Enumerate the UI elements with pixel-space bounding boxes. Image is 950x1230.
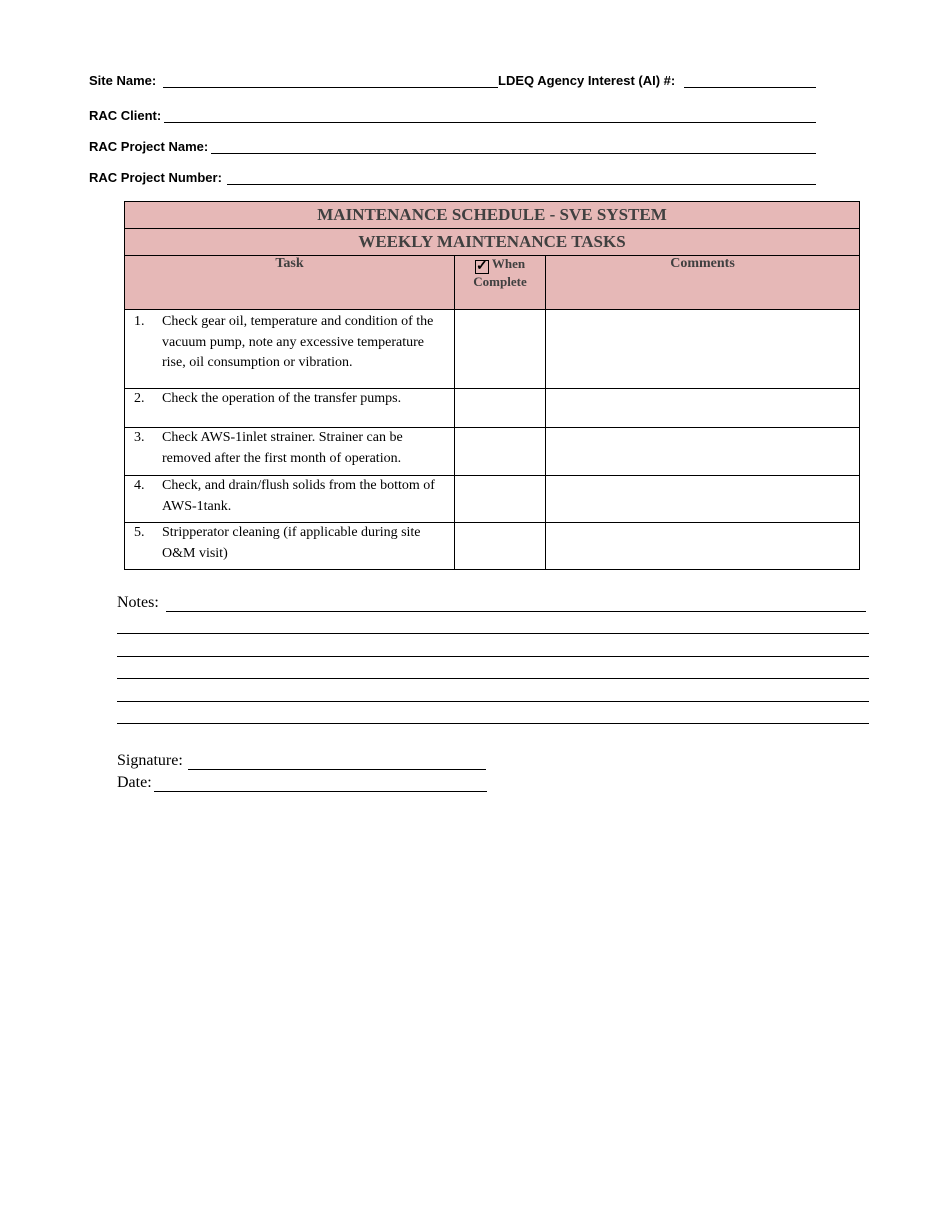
- column-header-when-complete: [455, 256, 546, 310]
- table-row: [125, 389, 860, 428]
- task-text: Check, and drain/flush solids from the bottom of AWS-1tank.: [162, 478, 435, 514]
- when-complete-cell[interactable]: [455, 310, 546, 389]
- column-header-complete-label: Complete: [473, 274, 527, 289]
- date-field[interactable]: [154, 791, 487, 792]
- task-number: 1.: [134, 314, 145, 329]
- task-cell: [125, 428, 455, 476]
- column-header-comments: [546, 256, 860, 310]
- notes-line[interactable]: [117, 633, 869, 634]
- task-number: 5.: [134, 525, 145, 540]
- when-complete-cell[interactable]: [455, 476, 546, 523]
- task-number: 3.: [134, 430, 145, 445]
- column-header-task: [125, 256, 455, 310]
- table-row: [125, 523, 860, 570]
- rac-project-name-field[interactable]: [211, 153, 816, 154]
- maintenance-schedule-table: [124, 201, 860, 570]
- signature-label: Signature:: [117, 752, 183, 769]
- when-complete-cell[interactable]: [455, 523, 546, 570]
- when-complete-cell[interactable]: [455, 428, 546, 476]
- rac-client-label: RAC Client:: [89, 108, 162, 123]
- schedule-subtitle: WEEKLY MAINTENANCE TASKS: [125, 229, 860, 256]
- rac-project-name-label: RAC Project Name:: [89, 139, 209, 154]
- notes-line[interactable]: [117, 656, 869, 657]
- column-header-comments-label: Comments: [670, 256, 735, 271]
- task-cell: [125, 310, 455, 389]
- site-name-field[interactable]: [163, 87, 498, 88]
- comments-cell[interactable]: [546, 389, 860, 428]
- task-number: 2.: [134, 391, 145, 406]
- task-cell: [125, 389, 455, 428]
- notes-line[interactable]: [117, 723, 869, 724]
- task-text: Check AWS-1inlet strainer. Strainer can be removed after the first month of operation.: [162, 430, 403, 466]
- site-name-label: Site Name:: [89, 73, 157, 88]
- date-label: Date:: [117, 774, 152, 791]
- task-text: Check the operation of the transfer pumps.: [162, 391, 402, 406]
- comments-cell[interactable]: [546, 476, 860, 523]
- notes-line[interactable]: [117, 678, 869, 679]
- task-number: 4.: [134, 478, 145, 493]
- task-cell: [125, 523, 455, 570]
- signature-field[interactable]: [188, 769, 486, 770]
- column-header-when-label: When: [491, 256, 526, 271]
- rac-client-field[interactable]: [164, 122, 816, 123]
- table-row: [125, 428, 860, 476]
- comments-cell[interactable]: [546, 523, 860, 570]
- task-cell: [125, 476, 455, 523]
- notes-line[interactable]: [117, 701, 869, 702]
- table-row: [125, 310, 860, 389]
- ldeq-ai-label: LDEQ Agency Interest (AI) #:: [498, 73, 676, 88]
- table-row: [125, 476, 860, 523]
- ldeq-ai-field[interactable]: [684, 87, 816, 88]
- notes-line[interactable]: [166, 611, 866, 612]
- schedule-title: MAINTENANCE SCHEDULE - SVE SYSTEM: [125, 202, 860, 229]
- rac-project-number-label: RAC Project Number:: [89, 170, 222, 185]
- when-complete-cell[interactable]: [455, 389, 546, 428]
- notes-label: Notes:: [117, 594, 159, 611]
- task-text: Stripperator cleaning (if applicable during site O&M visit): [162, 525, 421, 561]
- column-header-task-label: Task: [275, 256, 304, 271]
- rac-project-number-field[interactable]: [227, 184, 816, 185]
- task-text: Check gear oil, temperature and condition of the vacuum pump, note any excessive temperature rise, oil consumption or vibration.: [162, 314, 434, 370]
- comments-cell[interactable]: [546, 310, 860, 389]
- checkbox-checked-icon: ✓: [476, 259, 488, 274]
- comments-cell[interactable]: [546, 428, 860, 476]
